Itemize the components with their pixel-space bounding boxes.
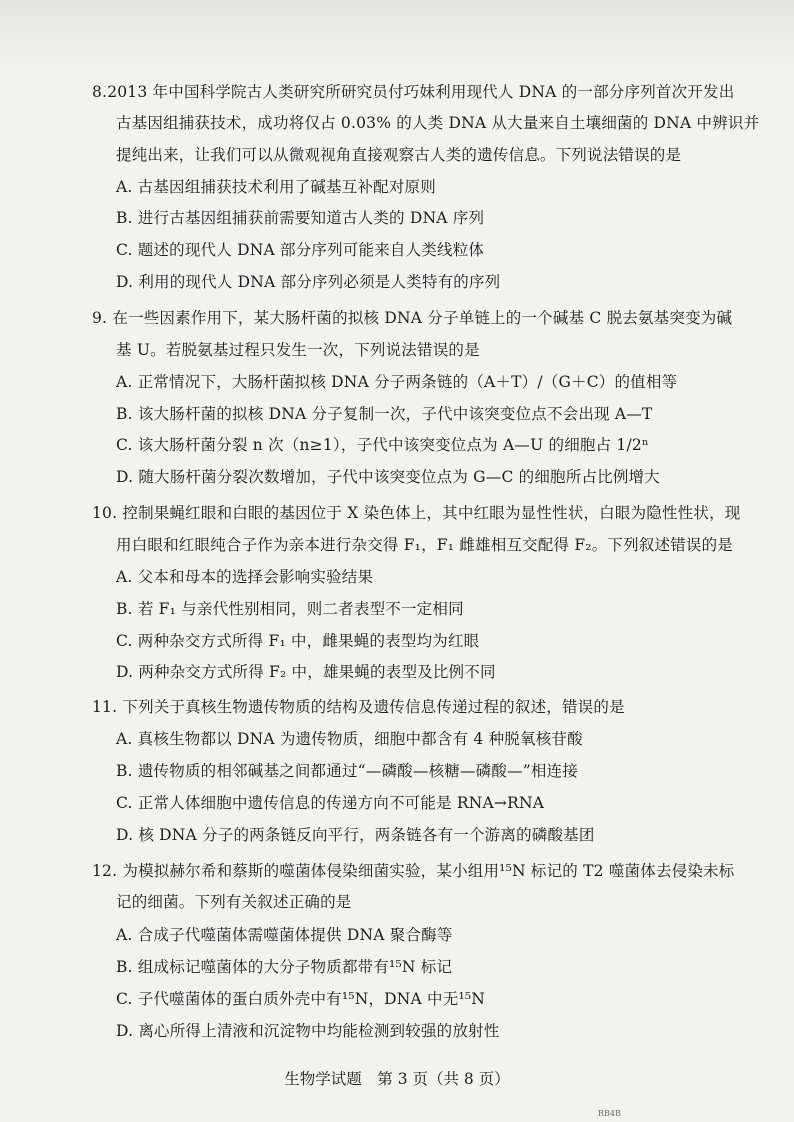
question-8-text-line-2: 古基因组捕获技术，成功将仅占 0.03% 的人类 DNA 从大量来自土壤细菌的 DNA 中辨识并 <box>116 114 760 132</box>
page-footer: 生物学试题 第 3 页（共 8 页） <box>284 1070 510 1088</box>
question-9-option-a: A. 正常情况下，大肠杆菌拟核 DNA 分子两条链的（A＋T）/（G＋C）的值相等 <box>116 373 678 391</box>
question-10-text-line-1: 10. 控制果蝇红眼和白眼的基因位于 X 染色体上，其中红眼为显性性状，白眼为隐性性状，现 <box>92 504 741 522</box>
corner-mark: RB4B <box>598 1110 621 1118</box>
question-11-option-c: C. 正常人体细胞中遗传信息的传递方向不可能是 RNA→RNA <box>116 794 545 812</box>
question-8-text-line-1: 8.2013 年中国科学院古人类研究所研究员付巧妹利用现代人 DNA 的一部分序列首次开发出 <box>92 83 735 101</box>
question-8-option-c: C. 题述的现代人 DNA 部分序列可能来自人类线粒体 <box>116 241 485 259</box>
question-10-option-d: D. 两种杂交方式所得 F₂ 中，雄果蝇的表型及比例不同 <box>116 663 496 681</box>
question-11-option-b: B. 遗传物质的相邻碱基之间都通过“—磷酸—核糖—磷酸—”相连接 <box>116 762 578 780</box>
scan-shadow <box>0 0 794 70</box>
question-11-option-a: A. 真核生物都以 DNA 为遗传物质，细胞中都含有 4 种脱氧核苷酸 <box>116 730 583 748</box>
question-9-text-line-2: 基 U。若脱氨基过程只发生一次，下列说法错误的是 <box>116 341 480 359</box>
question-8-option-b: B. 进行古基因组捕获前需要知道古人类的 DNA 序列 <box>116 209 485 227</box>
question-12-option-d: D. 离心所得上清液和沉淀物中均能检测到较强的放射性 <box>116 1022 500 1040</box>
question-12-option-c: C. 子代噬菌体的蛋白质外壳中有¹⁵N，DNA 中无¹⁵N <box>116 990 486 1008</box>
question-9-option-d: D. 随大肠杆菌分裂次数增加，子代中该突变位点为 G—C 的细胞所占比例增大 <box>116 468 660 486</box>
question-9-option-c: C. 该大肠杆菌分裂 n 次（n≥1），子代中该突变位点为 A—U 的细胞占 1/2ⁿ <box>116 436 649 454</box>
question-12-text-line-1: 12. 为模拟赫尔希和蔡斯的噬菌体侵染细菌实验，某小组用¹⁵N 标记的 T2 噬菌体去侵染未标 <box>92 862 735 880</box>
question-8-option-a: A. 古基因组捕获技术利用了碱基互补配对原则 <box>116 178 436 196</box>
question-10-option-b: B. 若 F₁ 与亲代性别相同，则二者表型不一定相同 <box>116 600 464 618</box>
question-10-option-c: C. 两种杂交方式所得 F₁ 中，雌果蝇的表型均为红眼 <box>116 632 480 650</box>
question-8-text-line-3: 提纯出来，让我们可以从微观视角直接观察古人类的遗传信息。下列说法错误的是 <box>116 146 682 164</box>
question-12-option-a: A. 合成子代噬菌体需噬菌体提供 DNA 聚合酶等 <box>116 926 453 944</box>
question-11-option-d: D. 核 DNA 分子的两条链反向平行，两条链各有一个游离的磷酸基团 <box>116 826 595 844</box>
question-8-option-d: D. 利用的现代人 DNA 部分序列必须是人类特有的序列 <box>116 273 501 291</box>
question-10-option-a: A. 父本和母本的选择会影响实验结果 <box>116 568 374 586</box>
question-9-text-line-1: 9. 在一些因素作用下，某大肠杆菌的拟核 DNA 分子单链上的一个碱基 C 脱去氨基突变为碱 <box>92 309 733 327</box>
question-9-option-b: B. 该大肠杆菌的拟核 DNA 分子复制一次，子代中该突变位点不会出现 A—T <box>116 405 653 423</box>
question-12-text-line-2: 记的细菌。下列有关叙述正确的是 <box>116 893 352 911</box>
question-12-option-b: B. 组成标记噬菌体的大分子物质都带有¹⁵N 标记 <box>116 958 453 976</box>
question-10-text-line-2: 用白眼和红眼纯合子作为亲本进行杂交得 F₁，F₁ 雌雄相互交配得 F₂。下列叙述错误的是 <box>116 536 733 554</box>
question-11-text-line-1: 11. 下列关于真核生物遗传物质的结构及遗传信息传递过程的叙述，错误的是 <box>92 698 625 716</box>
